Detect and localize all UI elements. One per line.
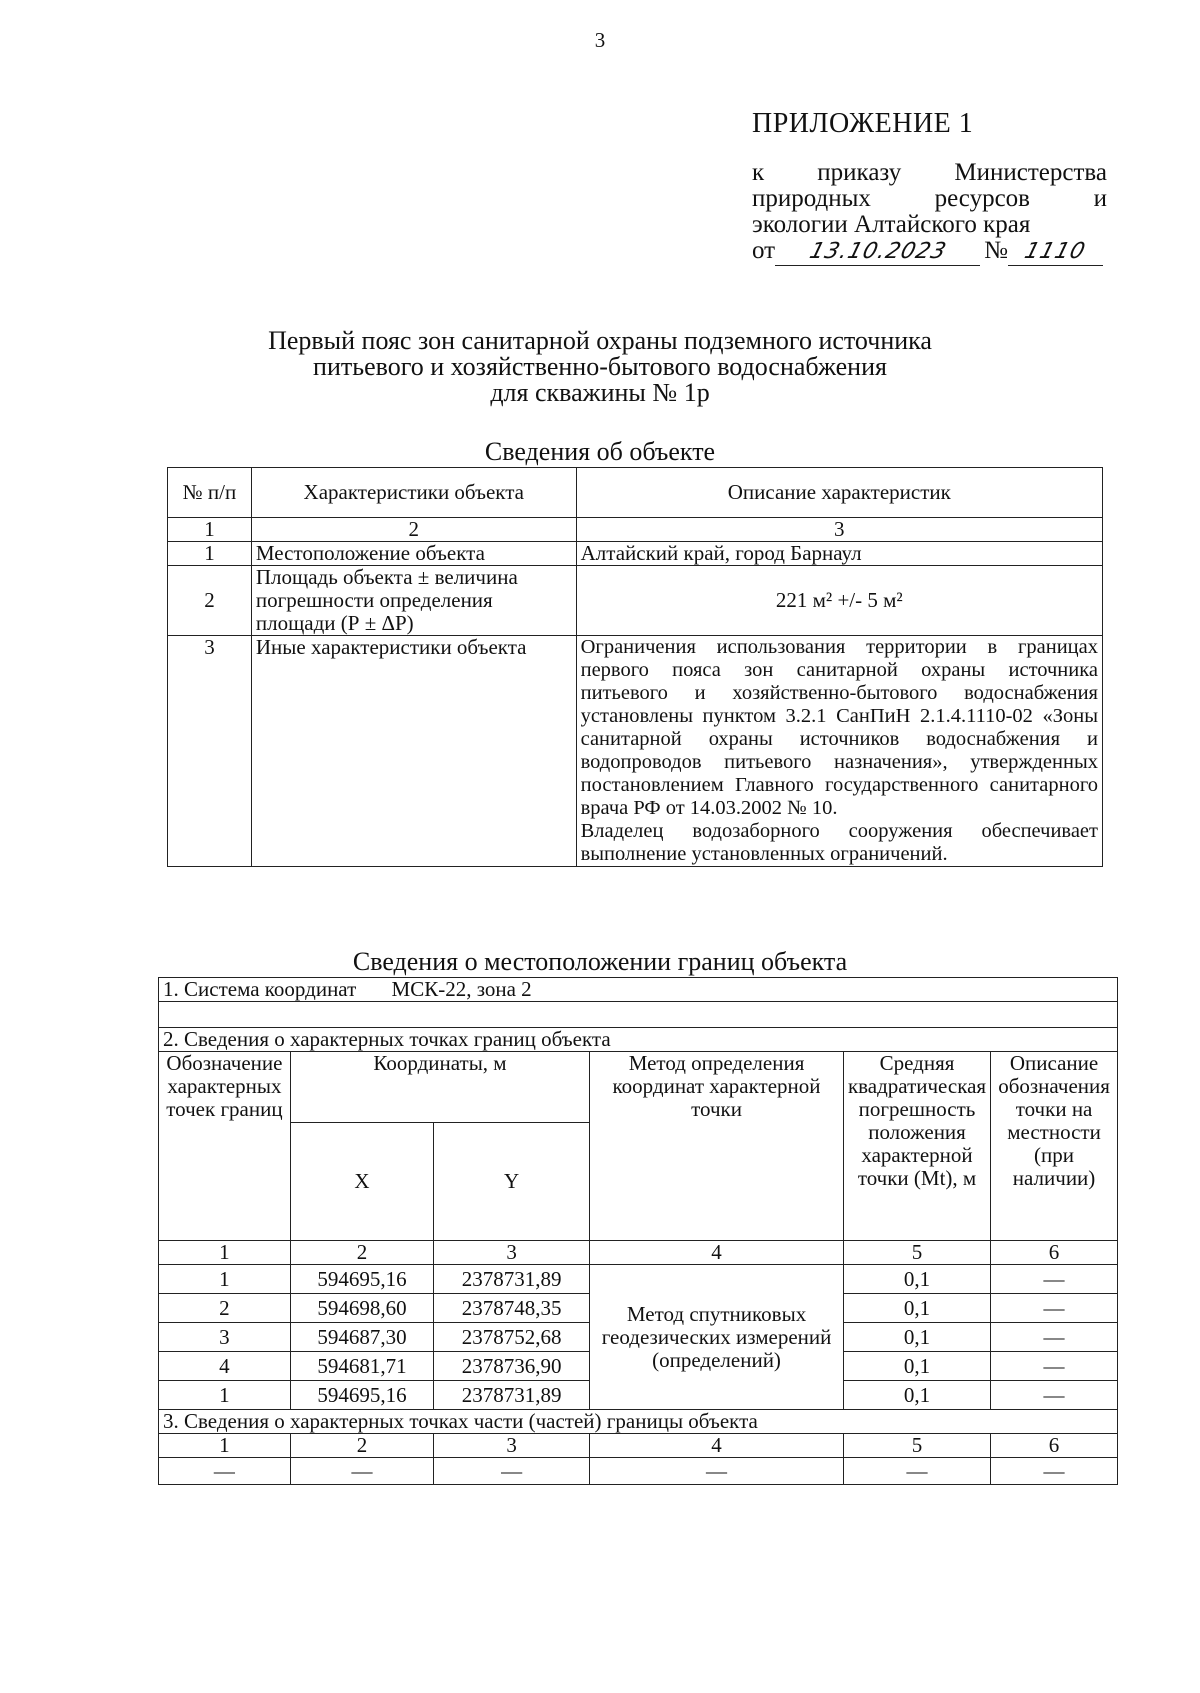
point-y: 2378731,89 — [434, 1265, 590, 1294]
col-number: 6 — [991, 1434, 1118, 1458]
point-x: 594687,30 — [290, 1323, 433, 1352]
spacer-row — [159, 1002, 1118, 1028]
owner-obligation-text: Владелец водозаборного сооружения обеспечивает выполнение установленных ограничений. — [580, 820, 1098, 865]
table-row — [168, 636, 1103, 867]
header-num: № п/п — [168, 468, 252, 518]
point-mt: 0,1 — [843, 1294, 990, 1323]
header-description: Описание характеристик — [576, 468, 1102, 518]
handwritten-number: 1110 — [1022, 239, 1089, 264]
point-mt: 0,1 — [843, 1323, 990, 1352]
col-number: 6 — [991, 1241, 1118, 1265]
point-desc: — — [991, 1352, 1118, 1381]
order-line-1 — [752, 160, 1107, 186]
col-number: 1 — [159, 1434, 291, 1458]
col-number: 5 — [843, 1434, 990, 1458]
location-info-table — [158, 977, 1118, 1485]
header-method: Метод определения координат характерной точки — [590, 1052, 844, 1241]
order-word: Министерства — [954, 159, 1107, 186]
row-num: 1 — [168, 542, 252, 566]
column-number-row — [159, 1241, 1118, 1265]
number-field — [1008, 238, 1103, 266]
points-section-label: 2. Сведения о характерных точках границ объекта — [159, 1028, 1118, 1052]
parts-column-number-row — [159, 1434, 1118, 1458]
point-id: 1 — [159, 1265, 291, 1294]
table-header-row — [168, 468, 1103, 518]
point-desc: — — [991, 1381, 1118, 1410]
parts-section-row — [159, 1410, 1118, 1434]
coord-system-cell — [159, 978, 1118, 1002]
header-coords: Координаты, м — [290, 1052, 589, 1123]
point-desc: — — [991, 1265, 1118, 1294]
row-characteristic: Местоположение объекта — [251, 542, 576, 566]
empty-cell: — — [159, 1458, 291, 1485]
order-word: приказу — [817, 159, 902, 186]
header-x: X — [290, 1123, 433, 1241]
point-method: Метод спутниковых геодезических измерений (определений) — [590, 1265, 844, 1410]
title-line: для скважины № 1р — [490, 378, 710, 407]
order-line-2 — [752, 186, 1107, 212]
header-error: Средняя квадратическая погрешность положения характерной точки (Mt), м — [843, 1052, 990, 1241]
document-title — [0, 328, 1200, 406]
coord-system-value: МСК-22, зона 2 — [391, 977, 532, 1001]
page-number: 3 — [594, 28, 606, 52]
col-number: 3 — [434, 1241, 590, 1265]
number-label: № — [984, 237, 1008, 264]
order-line-3: экологии Алтайского края — [752, 211, 1031, 238]
table-row — [168, 566, 1103, 636]
column-number-row — [168, 518, 1103, 542]
appendix-title: ПРИЛОЖЕНИЕ 1 — [752, 108, 974, 139]
parts-empty-row — [159, 1458, 1118, 1485]
row-characteristic: Иные характеристики объекта — [251, 636, 576, 867]
point-desc: — — [991, 1323, 1118, 1352]
point-mt: 0,1 — [843, 1381, 990, 1410]
order-word: к — [752, 159, 765, 186]
col-number: 4 — [590, 1241, 844, 1265]
row-description: Алтайский край, город Барнаул — [576, 542, 1102, 566]
col-number: 3 — [576, 518, 1102, 542]
order-word: природных — [752, 185, 871, 212]
handwritten-date: 13.10.2023 — [806, 239, 950, 264]
point-mt: 0,1 — [843, 1352, 990, 1381]
empty-cell: — — [434, 1458, 590, 1485]
restrictions-text: Ограничения использования территории в границах первого пояса зон санитарной охраны источника питьевого и хозяйственно-бытового водоснабжения установлены пунктом 3.2.1 СанПиН 2.1.4.1110-02 «Зоны санитарной охраны источников водоснабжения и водопроводов питьевого назначения», утвержденных постановлением Главного государственного санитарного врача РФ от 14.03.2002 № 10. — [580, 636, 1098, 819]
point-x: 594695,16 — [290, 1265, 433, 1294]
coord-system-row — [159, 978, 1118, 1002]
spacer-cell — [159, 1002, 1118, 1028]
point-y: 2378752,68 — [434, 1323, 590, 1352]
point-y: 2378748,35 — [434, 1294, 590, 1323]
parts-section-label: 3. Сведения о характерных точках части (частей) границы объекта — [159, 1410, 1118, 1434]
point-y: 2378731,89 — [434, 1381, 590, 1410]
col-number: 2 — [290, 1241, 433, 1265]
col-number: 2 — [290, 1434, 433, 1458]
empty-cell: — — [290, 1458, 433, 1485]
point-id: 4 — [159, 1352, 291, 1381]
location-info-title: Сведения о местоположении границ объекта — [352, 947, 848, 976]
points-header-row — [159, 1052, 1118, 1123]
point-x: 594695,16 — [290, 1381, 433, 1410]
empty-cell: — — [590, 1458, 844, 1485]
point-desc: — — [991, 1294, 1118, 1323]
col-number: 5 — [843, 1241, 990, 1265]
header-y: Y — [434, 1123, 590, 1241]
order-reference — [752, 160, 1107, 266]
object-info-title: Сведения об объекте — [484, 437, 716, 466]
point-id: 2 — [159, 1294, 291, 1323]
col-number: 4 — [590, 1434, 844, 1458]
row-description — [576, 636, 1102, 867]
col-number: 1 — [168, 518, 252, 542]
points-section-row — [159, 1028, 1118, 1052]
order-date-line — [752, 238, 1107, 266]
col-number: 3 — [434, 1434, 590, 1458]
header-designation: Обозначение характерных точек границ — [159, 1052, 291, 1241]
col-number: 2 — [251, 518, 576, 542]
title-line: Первый пояс зон санитарной охраны подземного источника — [268, 326, 932, 355]
title-line: питьевого и хозяйственно-бытового водоснабжения — [313, 352, 887, 381]
date-field — [775, 238, 980, 266]
row-description: 221 м² +/- 5 м² — [576, 566, 1102, 636]
header-characteristics: Характеристики объекта — [251, 468, 576, 518]
object-info-table — [167, 467, 1103, 867]
point-id: 3 — [159, 1323, 291, 1352]
col-number: 1 — [159, 1241, 291, 1265]
header-point-description: Описание обозначения точки на местности (при наличии) — [991, 1052, 1118, 1241]
point-id: 1 — [159, 1381, 291, 1410]
point-mt: 0,1 — [843, 1265, 990, 1294]
table-row — [168, 542, 1103, 566]
table-row — [159, 1265, 1118, 1294]
point-x: 594698,60 — [290, 1294, 433, 1323]
empty-cell: — — [991, 1458, 1118, 1485]
empty-cell: — — [843, 1458, 990, 1485]
from-label: от — [752, 237, 776, 264]
point-x: 594681,71 — [290, 1352, 433, 1381]
coord-system-label: 1. Система координат — [163, 977, 357, 1001]
row-characteristic: Площадь объекта ± величина погрешности определения площади (Р ± ΔР) — [251, 566, 576, 636]
order-word: и — [1093, 185, 1107, 212]
row-num: 2 — [168, 566, 252, 636]
order-word: ресурсов — [934, 185, 1030, 212]
row-num: 3 — [168, 636, 252, 867]
point-y: 2378736,90 — [434, 1352, 590, 1381]
